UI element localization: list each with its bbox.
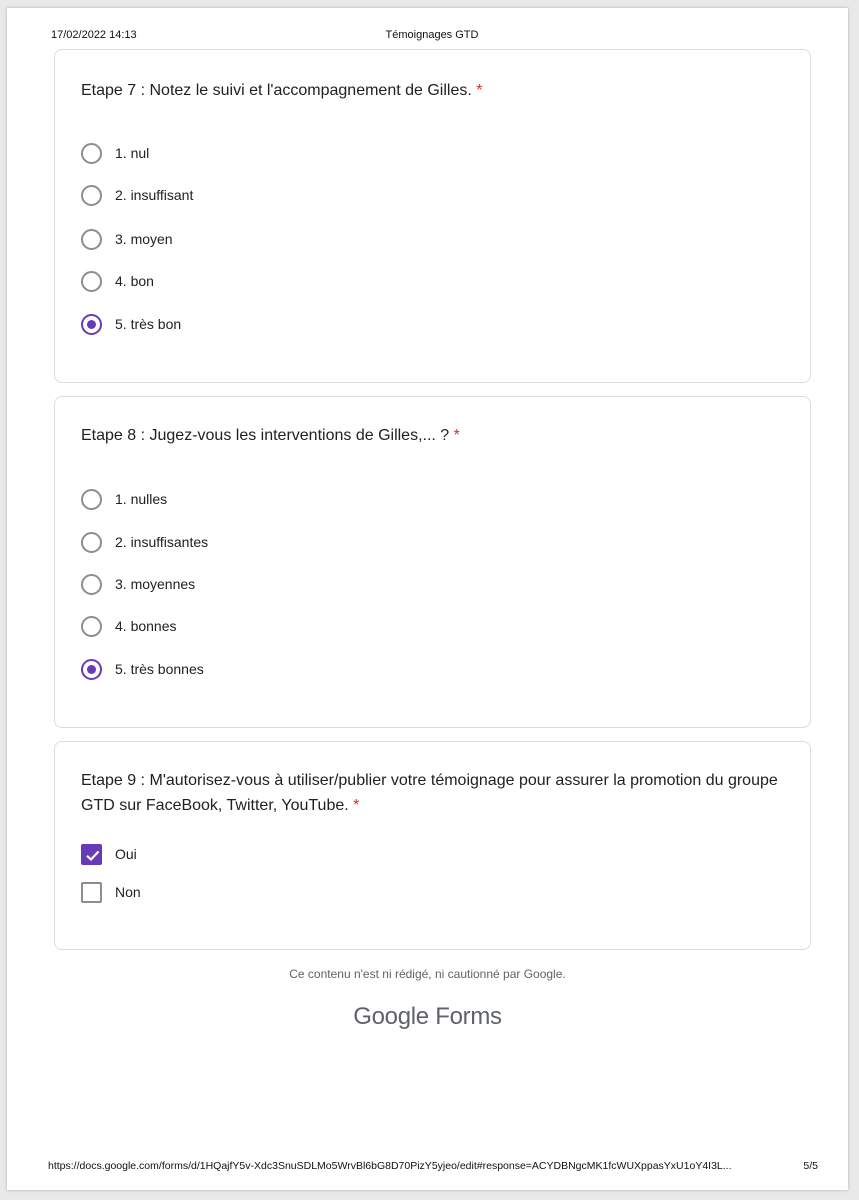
- radio-button[interactable]: [81, 229, 102, 250]
- print-footer: [48, 1160, 818, 1176]
- option-label: 5. très bon: [115, 316, 182, 332]
- option-label: 1. nulles: [115, 491, 168, 507]
- print-url: https://docs.google.com/forms/d/1HQajfY5v-Xdc3SnuSDLMo5WrvBl6bG8D70PizY5yjeo/edit#response=ACYDBNgcMK1fcWUXppasYxU1oY4I3L...: [48, 1160, 732, 1172]
- google-disclaimer: Ce contenu n'est ni rédigé, ni cautionné par Google.: [289, 967, 566, 981]
- radio-button-checked[interactable]: [81, 314, 102, 335]
- radio-option[interactable]: [81, 183, 193, 207]
- checkmark-icon: [84, 847, 101, 864]
- google-forms-logo: [7, 1003, 848, 1031]
- radio-option-selected[interactable]: [81, 657, 204, 681]
- radio-button[interactable]: [81, 185, 102, 206]
- required-asterisk: *: [353, 797, 360, 814]
- radio-option[interactable]: [81, 530, 208, 554]
- option-label: Non: [115, 884, 141, 900]
- required-asterisk: *: [453, 427, 460, 444]
- print-title: Témoignages GTD: [385, 29, 479, 41]
- checkbox[interactable]: [81, 882, 102, 903]
- question-text: Etape 7 : Notez le suivi et l'accompagnement de Gilles.: [81, 82, 472, 99]
- radio-button[interactable]: [81, 532, 102, 553]
- print-datetime: 17/02/2022 14:13: [51, 29, 137, 41]
- option-label: 3. moyennes: [115, 576, 196, 592]
- question-title: [81, 423, 786, 448]
- logo-forms-text: Forms: [435, 1003, 502, 1030]
- radio-option[interactable]: [81, 614, 177, 638]
- option-label: 5. très bonnes: [115, 661, 204, 677]
- option-label: 1. nul: [115, 145, 150, 161]
- print-header: [51, 29, 813, 45]
- option-label: 4. bonnes: [115, 618, 177, 634]
- logo-google-text: Google: [353, 1003, 429, 1030]
- question-text: Etape 9 : M'autorisez-vous à utiliser/publier votre témoignage pour assurer la promotion du groupe GTD sur FaceBook, Twitter, YouTube.: [81, 772, 778, 814]
- print-page: [7, 8, 848, 1190]
- checkbox-option[interactable]: [81, 880, 141, 904]
- radio-option-selected[interactable]: [81, 312, 181, 336]
- question-card-etape-8: [54, 396, 811, 728]
- radio-option[interactable]: [81, 141, 149, 165]
- question-card-etape-7: [54, 49, 811, 383]
- question-title: [81, 78, 786, 103]
- option-label: 2. insuffisantes: [115, 534, 209, 550]
- option-label: 2. insuffisant: [115, 187, 194, 203]
- radio-option[interactable]: [81, 227, 173, 251]
- question-text: Etape 8 : Jugez-vous les interventions de Gilles,... ?: [81, 427, 450, 444]
- option-label: 4. bon: [115, 273, 154, 289]
- checkbox-checked[interactable]: [81, 844, 102, 865]
- option-label: Oui: [115, 846, 137, 862]
- radio-button[interactable]: [81, 574, 102, 595]
- radio-option[interactable]: [81, 572, 195, 596]
- radio-button[interactable]: [81, 271, 102, 292]
- option-label: 3. moyen: [115, 231, 173, 247]
- radio-button[interactable]: [81, 143, 102, 164]
- question-title: [81, 768, 786, 818]
- radio-option[interactable]: [81, 487, 167, 511]
- page-number: 5/5: [803, 1160, 818, 1172]
- radio-button[interactable]: [81, 489, 102, 510]
- radio-option[interactable]: [81, 269, 154, 293]
- required-asterisk: *: [476, 82, 483, 99]
- checkbox-option-selected[interactable]: [81, 842, 137, 866]
- radio-button-checked[interactable]: [81, 659, 102, 680]
- question-card-etape-9: [54, 741, 811, 950]
- radio-button[interactable]: [81, 616, 102, 637]
